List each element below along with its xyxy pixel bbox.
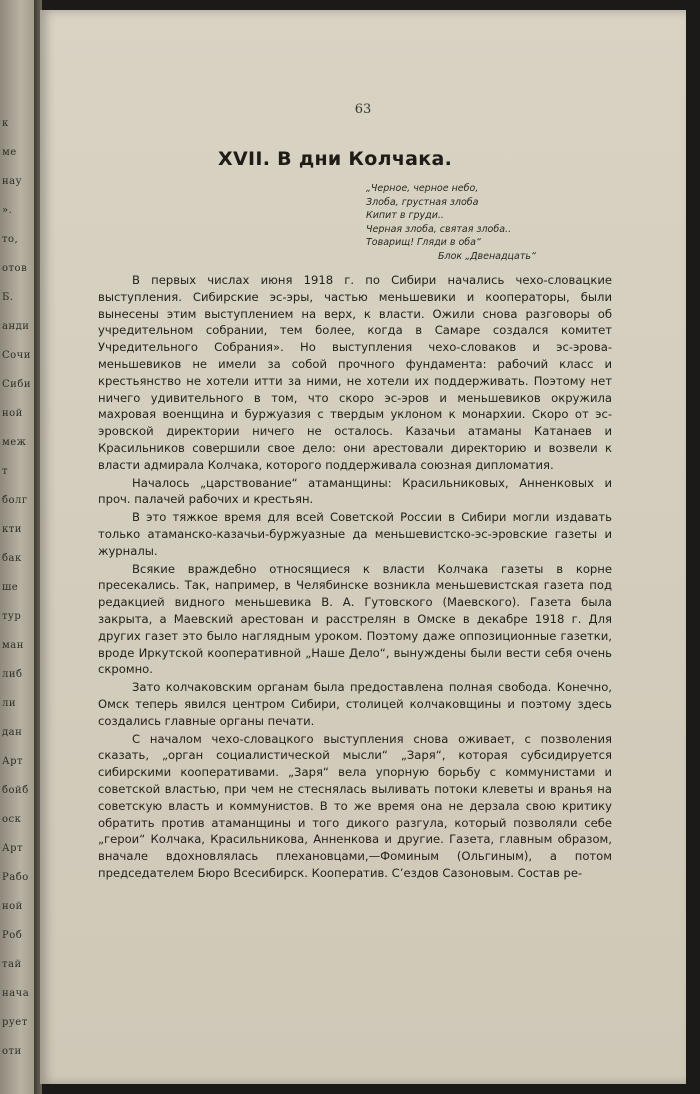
- epigraph-line: Товарищ! Гляди в оба“: [366, 237, 481, 248]
- left-page-fragment: Арт: [2, 843, 24, 854]
- left-page-fragment: бак: [2, 553, 22, 564]
- epigraph-line: Кипит в груди..: [366, 210, 444, 221]
- left-page-fragment: ман: [2, 640, 24, 651]
- left-page-fragment: бойб: [2, 785, 29, 796]
- left-page-fragment: ной: [2, 408, 23, 419]
- paragraph: Всякие враждебно относящиеся к власти Колчака газеты в корне пресекались. Так, например, в Челябинске возникла меньшевистская газета под редакцией видного меньшевика В. А. Гутовского (Маевского). Газета была закрыта, а Маевский арестован и расстрелян в Омске в декабре 1918 г. Для других газет это было наглядным уроком. Поэтому даже оппозиционные газетки, вроде Иркутской кооперативной „Наше Дело“, вынуждены были вести себя очень скромно.: [98, 561, 612, 677]
- page-number: 63: [354, 102, 372, 117]
- left-page-fragment: нау: [2, 176, 23, 187]
- paragraph: Началось „царствование“ атаманщины: Красильниковых, Анненковых и проч. палачей рабочих и крестьян.: [98, 475, 612, 507]
- adjacent-left-page: [0, 0, 34, 1094]
- left-page-fragment: ме: [2, 147, 17, 158]
- chapter-title: XVII. В дни Колчака.: [218, 148, 453, 170]
- left-page-fragment: оти: [2, 1046, 22, 1057]
- book-page: [40, 10, 686, 1084]
- left-page-fragment: рует: [2, 1017, 28, 1028]
- left-page-fragment: болг: [2, 495, 28, 506]
- left-page-fragment: т: [2, 466, 9, 477]
- left-page-fragment: ли: [2, 698, 17, 709]
- left-page-fragment: Сочи: [2, 350, 31, 361]
- left-page-fragment: кти: [2, 524, 22, 535]
- epigraph-line: Черная злоба, святая злоба..: [366, 223, 512, 235]
- left-page-fragment: Роб: [2, 930, 23, 941]
- epigraph: [366, 182, 626, 263]
- left-page-fragment: отов: [2, 263, 28, 274]
- left-page-fragment: ше: [2, 582, 19, 593]
- paragraph: С началом чехо-словацкого выступления снова оживает, с позволения сказать, „орган социалистической мысли“ „Заря“, которая субсидируется сибирскими кооперативами. „Заря“ вела упорную борьбу с коммунистами и советской властью, при чем не стеснялась выливать потоки клеветы и вранья на советскую власть и коммунистов. В то же время она не дерзала свою критику обратить против атаманщины и того дикого разгула, который позволяли себе „герои“ Колчака, Красильникова, Анненкова и другие. Газета, главным образом, вначале вдохновлялась плехановцами,—Фоминым (Ольгиным), а потом председателем Бюро Всесибирск. Кооператив. С’ездов Сазоновым. Состав ре-: [98, 731, 612, 880]
- left-page-fragment: Арт: [2, 756, 24, 767]
- paragraph: Зато колчаковским органам была предоставлена полная свобода. Конечно, Омск теперь явился центром Сибири, столицей колчаковщины и поэтому здесь создались главные органы печати.: [98, 680, 612, 728]
- body-text: [98, 272, 612, 883]
- paragraph: В это тяжкое время для всей Советской России в Сибири могли издавать только атаманско-казачьи-буржуазные да меньшевистско-эс-эровские газеты и журналы.: [98, 510, 612, 558]
- left-page-fragment: оск: [2, 814, 22, 825]
- left-page-fragment: Рабо: [2, 872, 29, 883]
- epigraph-source: Блок „Двенадцать“: [438, 250, 536, 262]
- left-page-fragment: ной: [2, 901, 23, 912]
- left-page-fragment: либ: [2, 669, 23, 680]
- left-page-fragment: нача: [2, 988, 30, 999]
- left-page-fragment: тай: [2, 959, 22, 970]
- left-page-fragment: к: [2, 118, 9, 129]
- left-page-fragment: дан: [2, 727, 23, 738]
- paragraph: В первых числах июня 1918 г. по Сибири начались чехо-словацкие выступления. Сибирские эс-эры, частью меньшевики и кооператоры, были вынесены этим выступлением на верх, к власти. Ожили снова разговоры об учредительном собрании, тем более, когда в Самаре создался комитет Учредительного Собрания». Но выступления чехо-словаков и эс-эрова-меньшевиков не имели за собой прочного фундамента: рабочий класс и крестьянство не хотели итти за ними, не хотели их поддерживать. Поэтому нет ничего удивительного в том, что скоро эс-эров и меньшевиков окружила махровая военщина и буржуазия с твердым уклоном к монархии. Скоро от эс-эровской директории ничего не осталось. Казачьи атаманы Катанаев и Красильников совершили свое дело: они арестовали директорию и возвели к власти адмирала Колчака, которого поддерживала союзная дипломатия.: [98, 273, 612, 472]
- left-page-fragment: анди: [2, 321, 30, 332]
- epigraph-line: „Черное, черное небо,: [366, 183, 479, 194]
- epigraph-line: Злоба, грустная злоба: [366, 196, 479, 208]
- left-page-fragment: меж: [2, 437, 27, 448]
- left-page-fragment: Б.: [2, 292, 14, 303]
- left-page-fragment: то,: [2, 234, 19, 245]
- left-page-fragment: тур: [2, 611, 22, 622]
- left-page-fragment: ».: [2, 205, 13, 216]
- left-page-fragment: Сиби: [2, 379, 32, 390]
